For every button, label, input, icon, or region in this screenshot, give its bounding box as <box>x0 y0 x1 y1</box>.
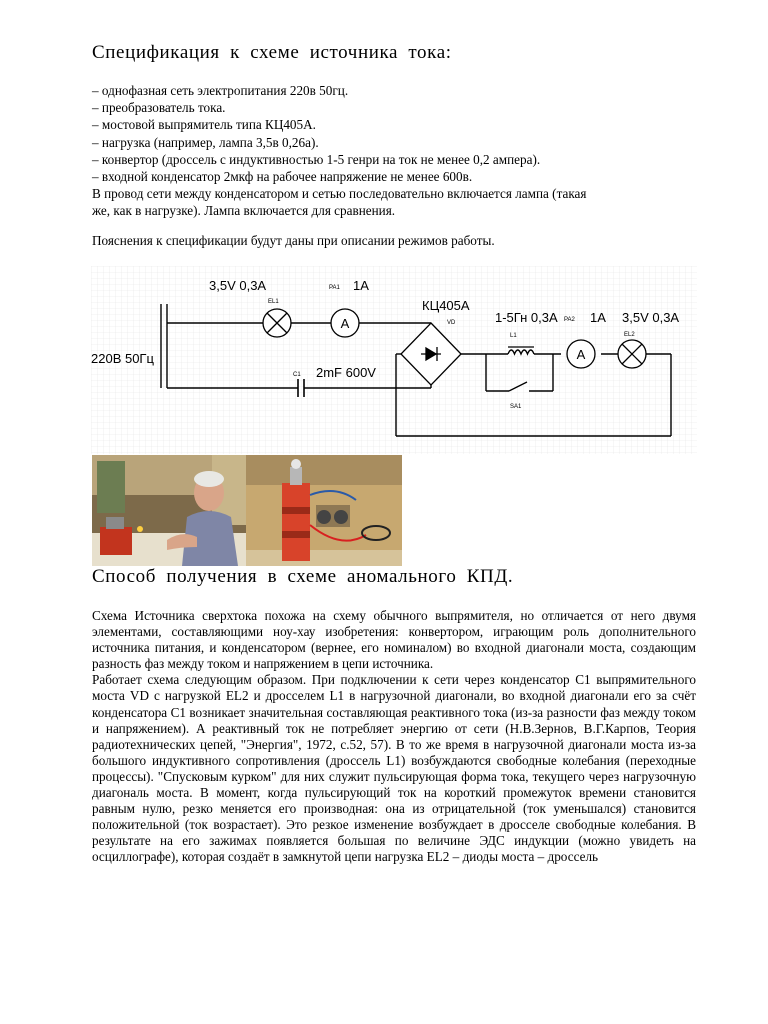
ammeter2-rating: 1A <box>590 310 606 325</box>
ammeter2-ref: PA2 <box>564 317 575 323</box>
schematic-grid <box>91 266 697 454</box>
photo-device <box>246 455 402 566</box>
ammeter-pa1-icon <box>331 309 359 337</box>
lamp2-ref: EL2 <box>624 332 635 338</box>
lamp-note-line: В провод сети между конденсатором и сетью последовательно включается лампа (такая <box>92 186 587 202</box>
switch-ref: SA1 <box>510 404 522 410</box>
choke-ref: L1 <box>510 333 517 339</box>
ammeter-pa2-icon <box>567 340 595 368</box>
choke-rating: 1-5Гн 0,3А <box>495 310 558 325</box>
paragraph: Схема Источника сверхтока похожа на схему обычного выпрямителя, но отличается от него двумя элементами, составляющими ноу-хау изобретения: конвертором, играющим роль дополнительного источника питания, и конденсатором (вернее, его номиналом) во входной диагонали моста, создающим разность фаз между током и напряжением в цепи источника. <box>92 608 696 672</box>
source-label: 220В 50Гц <box>91 351 154 366</box>
lamp-el1-icon <box>263 309 291 337</box>
photo-inventor <box>92 455 246 566</box>
ammeter1-ref: PA1 <box>329 285 340 291</box>
lamp2-rating: 3,5V 0,3A <box>622 310 680 325</box>
lamp1-rating: 3,5V 0,3A <box>209 278 267 293</box>
svg-text:A: A <box>576 347 586 362</box>
paragraph: Работает схема следующим образом. При подключении к сети через конденсатор С1 выпрямительного моста VD с нагрузкой EL2 и дросселем L1 в нагрузочной диагонали, во входной диагонали его за счёт конденсатора С1 возникает значительная составляющая реактивного тока (из-за разности фаз между током и напряжением). А реактивный ток не потребляет энергию от сети (Н.В.Зернов, В.Г.Карпов, Теория радиотехнических цепей, "Энергия", 1972, с.52, 57). В то же время в нагрузочной диагонали моста из-за большого индуктивного сопротивления (дроссель L1) возбуждаются свободные колебания (переходные процессы). "Спусковым курком" для них служит пульсирующая форма тока, текущего через нагрузочную диагональ моста. В момент, когда пульсирующий ток на короткий промежуток времени становится равным нулю, резко меняется его производная: она из отрицательной (ток уменьшался) становится положительной (ток возрастает). Это резкое изменение возбуждает в дросселе свободные колебания. В результате на его зажимах появляется большая по величине ЭДС индукции (можно увидеть на осциллографе), которая создаёт в замкнутой цепи нагрузка EL2 – диоды моста – дроссель <box>92 672 696 865</box>
svg-text:A: A <box>340 316 350 331</box>
spec-item: – входной конденсатор 2мкф на рабочее напряжение не менее 600в. <box>92 169 473 185</box>
cap-ref: C1 <box>293 372 301 378</box>
method-body <box>92 608 696 866</box>
method-title: Способ получения в схеме аномального КПД. <box>92 566 514 587</box>
spec-item: – нагрузка (например, лампа 3,5в 0,26а). <box>92 134 319 150</box>
circuit-schematic <box>91 266 697 454</box>
spec-item: – преобразователь тока. <box>92 100 226 116</box>
ammeter1-rating: 1A <box>353 278 369 293</box>
spec-list <box>92 82 712 220</box>
spec-note: Пояснения к спецификации будут даны при описании режимов работы. <box>92 233 495 248</box>
bridge-ref: VD <box>447 320 456 326</box>
spec-title: Спецификация к схеме источника тока: <box>92 42 452 63</box>
cap-rating: 2mF 600V <box>316 365 376 380</box>
spec-item: – мостовой выпрямитель типа КЦ405А. <box>92 117 316 133</box>
lamp-note-line: же, как в нагрузке). Лампа включается для сравнения. <box>92 203 396 219</box>
spec-item: – конвертор (дроссель с индуктивностью 1-5 генри на ток не менее 0,2 ампера). <box>92 151 541 167</box>
lamp-el2-icon <box>618 340 646 368</box>
spec-item: – однофазная сеть электропитания 220в 50гц. <box>92 83 349 98</box>
bridge-name: КЦ405А <box>422 298 470 313</box>
lamp1-ref: EL1 <box>268 299 279 305</box>
